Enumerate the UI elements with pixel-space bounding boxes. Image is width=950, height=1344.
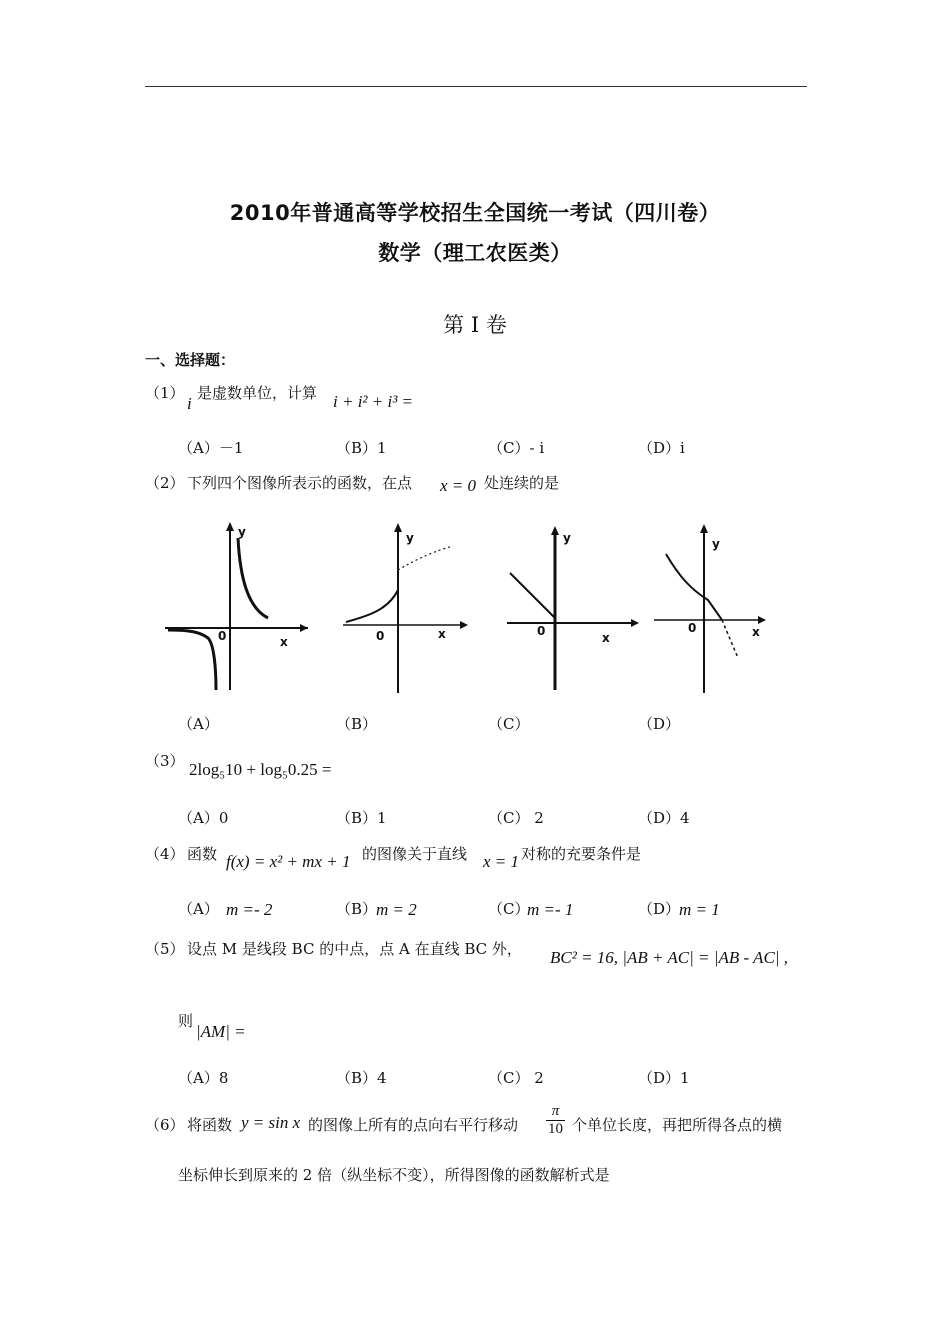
- q6-text: 将函数: [187, 1116, 233, 1134]
- volume-label: 第 I 卷: [443, 313, 507, 337]
- q4-option-c-value: m =- 1: [527, 900, 574, 919]
- q1-option-c: （C）- i: [488, 439, 545, 457]
- q6-number: （6）: [145, 1116, 185, 1134]
- q2-text-end: 处连续的是: [484, 474, 560, 492]
- q1-text: 是虚数单位，计算: [197, 384, 318, 402]
- graph-d-origin: 0: [688, 621, 697, 635]
- q5-expression: |AM| =: [196, 1022, 246, 1041]
- q2-option-c: （C）: [488, 715, 530, 733]
- q5-option-c: （C） 2: [488, 1069, 544, 1087]
- q4-option-b-label: （B）: [336, 900, 378, 918]
- q1-option-d: （D）i: [638, 439, 685, 457]
- q4-option-c-label: （C）: [488, 900, 530, 918]
- q6-line2: 坐标伸长到原来的 2 倍（纵坐标不变），所得图像的函数解析式是: [178, 1166, 610, 1184]
- q5-condition: BC² = 16, |AB + AC| = |AB - AC| ,: [550, 948, 788, 967]
- q4-text-mid: 的图像关于直线: [362, 845, 468, 863]
- q5-number: （5）: [145, 940, 185, 958]
- graph-d-x-label: x: [752, 625, 760, 639]
- q5-option-a: （A）8: [178, 1069, 229, 1087]
- q5-option-d: （D）1: [638, 1069, 690, 1087]
- graph-a: [160, 518, 310, 693]
- q4-number: （4）: [145, 845, 185, 863]
- q5-text: 设点 M 是线段 BC 的中点，点 A 在直线 BC 外，: [187, 940, 522, 958]
- graph-c-x-label: x: [602, 631, 610, 645]
- q4-function: f(x) = x² + mx + 1: [226, 852, 351, 871]
- q2-condition: x = 0: [440, 476, 477, 495]
- graph-c: [505, 518, 640, 693]
- graph-a-curve-left: [168, 630, 216, 690]
- q3-expression: 2log₅10 + log₅0.25 =: [189, 760, 332, 779]
- q2-option-d: （D）: [638, 715, 681, 733]
- q3-number: （3）: [145, 752, 185, 770]
- q2-option-b: （B）: [336, 715, 378, 733]
- q2-option-a: （A）: [178, 715, 219, 733]
- q6-fraction-denominator: 10: [548, 1121, 563, 1137]
- graph-b-curve-right: [398, 546, 453, 570]
- graph-d-curve-right: [722, 620, 738, 658]
- graph-c-origin: 0: [537, 624, 546, 638]
- graph-d-curve-left: [666, 554, 722, 620]
- section-heading: 一、选择题：: [145, 351, 236, 369]
- graph-b-y-label: y: [406, 531, 414, 545]
- graph-a-y-label: y: [238, 525, 246, 539]
- exam-subtitle: 数学（理工农医类）: [378, 241, 572, 265]
- q4-option-d-value: m = 1: [679, 900, 720, 919]
- q4-option-d-label: （D）: [638, 900, 681, 918]
- q1-option-a: （A）－1: [178, 439, 244, 457]
- graph-a-curve-right: [238, 538, 268, 618]
- q1-expression: i + i² + i³ =: [333, 392, 414, 411]
- header-rule: [145, 86, 807, 87]
- q5-option-b: （B）4: [336, 1069, 387, 1087]
- exam-title: 2010年普通高等学校招生全国统一考试（四川卷）: [229, 201, 721, 225]
- q1-var-i: i: [187, 394, 192, 413]
- graph-a-x-label: x: [280, 635, 288, 649]
- q2-number: （2）: [145, 474, 185, 492]
- q6-text-end: 个单位长度，再把所得各点的横: [572, 1116, 783, 1134]
- q6-fraction-numerator: π: [546, 1103, 565, 1121]
- q4-text-end: 对称的充要条件是: [521, 845, 642, 863]
- graph-d-y-label: y: [712, 537, 720, 551]
- graph-b-x-label: x: [438, 627, 446, 641]
- graph-a-origin: 0: [218, 629, 227, 643]
- graph-b: [338, 518, 478, 693]
- q4-option-a-value: m =- 2: [226, 900, 273, 919]
- graph-b-curve-left: [346, 590, 398, 622]
- q6-fraction: [546, 1103, 565, 1138]
- q5-then: 则: [178, 1012, 194, 1030]
- q1-number: （1）: [145, 384, 185, 402]
- q4-option-b-value: m = 2: [376, 900, 417, 919]
- graph-d: [652, 518, 772, 698]
- q4-text: 函数: [187, 845, 218, 863]
- q2-text: 下列四个图像所表示的函数，在点: [187, 474, 413, 492]
- q6-function: y = sin x: [241, 1113, 301, 1132]
- graph-b-origin: 0: [376, 629, 385, 643]
- q4-option-a-label: （A）: [178, 900, 219, 918]
- q3-option-d: （D）4: [638, 809, 690, 827]
- q3-option-b: （B）1: [336, 809, 387, 827]
- q3-option-a: （A）0: [178, 809, 229, 827]
- q1-option-b: （B）1: [336, 439, 387, 457]
- graph-c-y-label: y: [563, 531, 571, 545]
- graph-c-line: [510, 573, 555, 618]
- q3-option-c: （C） 2: [488, 809, 544, 827]
- q4-line: x = 1: [483, 852, 520, 871]
- q6-text-mid: 的图像上所有的点向右平行移动: [308, 1116, 519, 1134]
